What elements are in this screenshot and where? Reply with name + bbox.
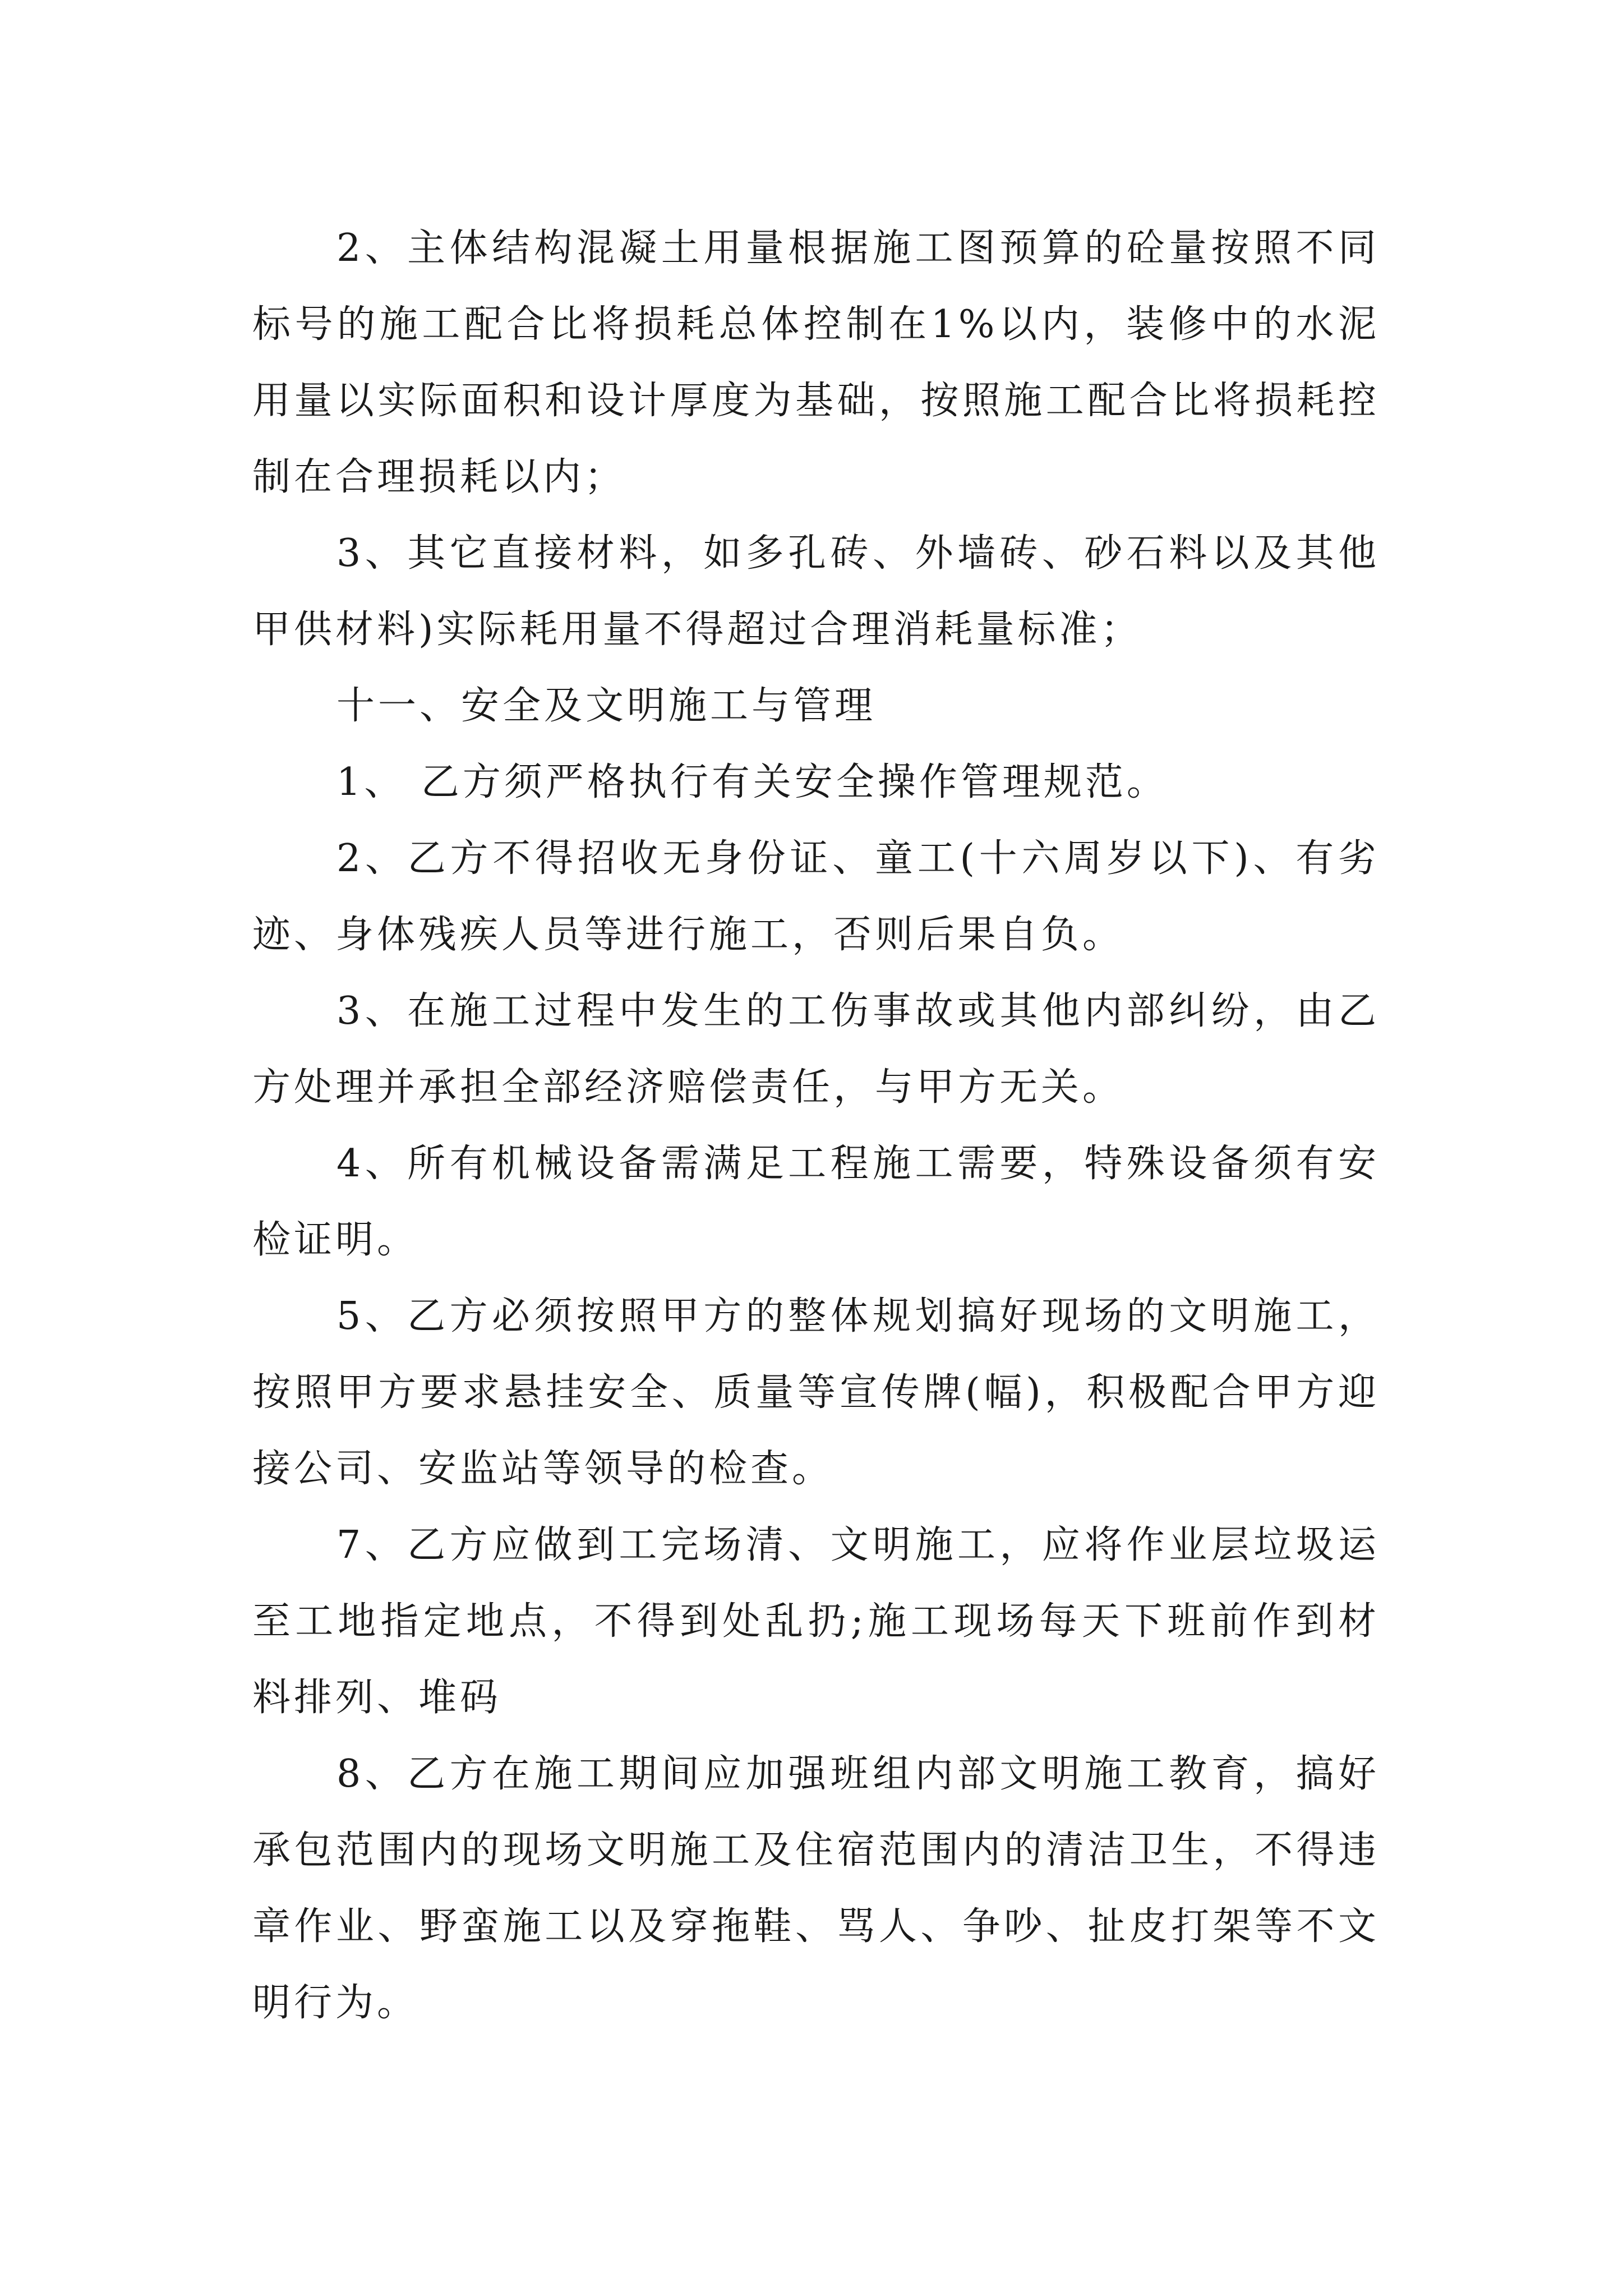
paragraph-safety-5: 5、乙方必须按照甲方的整体规划搞好现场的文明施工，按照甲方要求悬挂安全、质量等宣传牌(幅)，积极配合甲方迎接公司、安监站等领导的检查。 bbox=[252, 1294, 1380, 1491]
paragraph-safety-1: 1、 乙方须严格执行有关安全操作管理规范。 bbox=[336, 760, 1168, 804]
paragraph-safety-8: 8、乙方在施工期间应加强班组内部文明施工教育，搞好承包范围内的现场文明施工及住宿范围内的清洁卫生，不得违章作业、野蛮施工以及穿拖鞋、骂人、争吵、扯皮打架等不文明行为。 bbox=[252, 1752, 1380, 2025]
section-heading-safety: 十一、安全及文明施工与管理 bbox=[336, 684, 877, 728]
paragraph-safety-3: 3、在施工过程中发生的工伤事故或其他内部纠纷，由乙方处理并承担全部经济赔偿责任，与甲方无关。 bbox=[252, 989, 1380, 1110]
document-page bbox=[252, 210, 1380, 2041]
paragraph-material-other: 3、其它直接材料，如多孔砖、外墙砖、砂石料以及其他甲供材料)实际耗用量不得超过合理消耗量标准； bbox=[252, 531, 1380, 652]
paragraph-safety-7: 7、乙方应做到工完场清、文明施工，应将作业层垃圾运至工地指定地点，不得到处乱扔;施工现场每天下班前作到材料排列、堆码 bbox=[252, 1523, 1380, 1720]
paragraph-material-concrete: 2、主体结构混凝土用量根据施工图预算的砼量按照不同标号的施工配合比将损耗总体控制在1%以内，装修中的水泥用量以实际面积和设计厚度为基础，按照施工配合比将损耗控制在合理损耗以内； bbox=[252, 226, 1380, 499]
paragraph-safety-4: 4、所有机械设备需满足工程施工需要，特殊设备须有安检证明。 bbox=[252, 1142, 1380, 1262]
paragraph-safety-2: 2、乙方不得招收无身份证、童工(十六周岁以下)、有劣迹、身体残疾人员等进行施工，否则后果自负。 bbox=[252, 836, 1380, 957]
